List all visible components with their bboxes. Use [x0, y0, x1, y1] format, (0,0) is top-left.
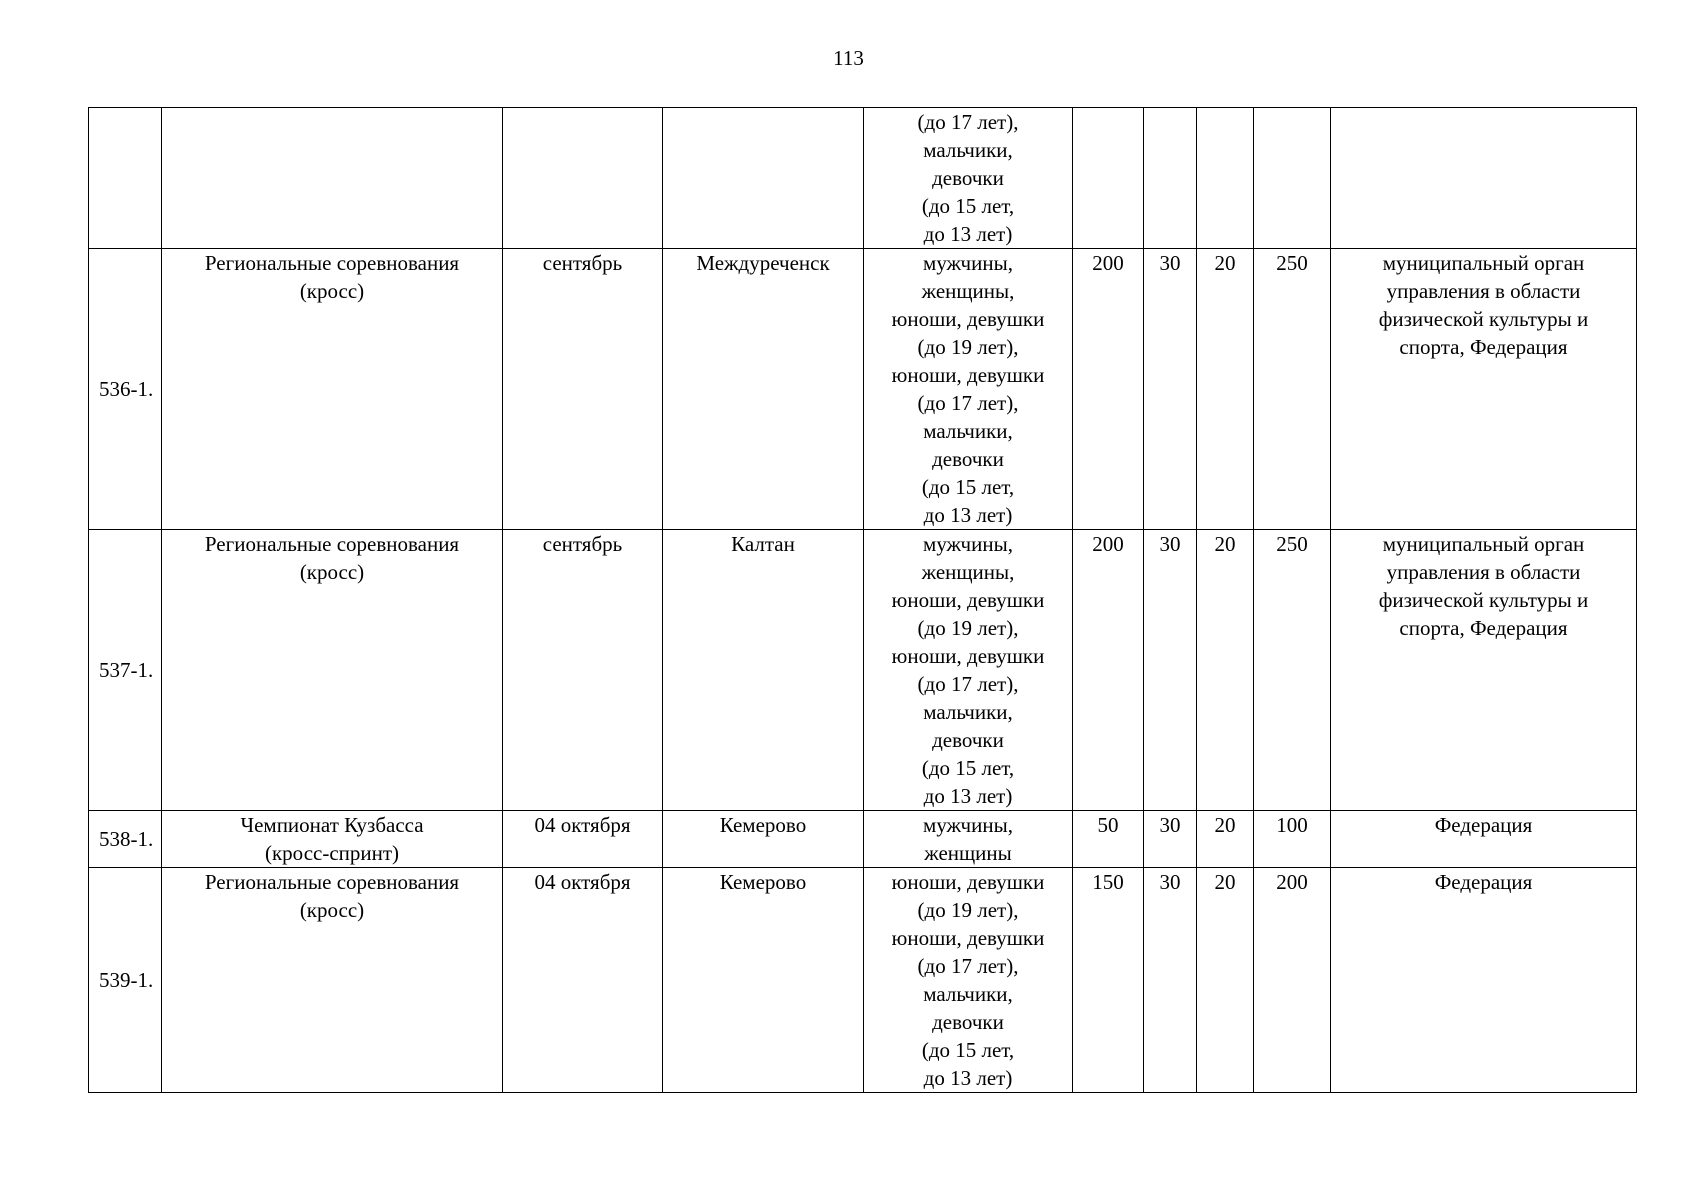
event-date: сентябрь: [503, 530, 663, 811]
judges-count: 20: [1197, 868, 1254, 1093]
judges-count: [1197, 108, 1254, 249]
event-date: [503, 108, 663, 249]
coaches-count: 30: [1144, 530, 1197, 811]
total-count: 200: [1254, 868, 1331, 1093]
athletes-count: 50: [1073, 811, 1144, 868]
row-number: 537-1.: [89, 530, 162, 811]
event-place: Кемерово: [663, 811, 864, 868]
organizer: муниципальный орган управления в области физической культуры и спорта, Федерация: [1331, 530, 1637, 811]
organizer: Федерация: [1331, 868, 1637, 1093]
event-name: Региональные соревнования (кросс): [162, 249, 503, 530]
row-number: 538-1.: [89, 811, 162, 868]
row-number: 536-1.: [89, 249, 162, 530]
athletes-count: 200: [1073, 249, 1144, 530]
judges-count: 20: [1197, 811, 1254, 868]
event-place: [663, 108, 864, 249]
participant-groups: юноши, девушки (до 19 лет), юноши, девушки (до 17 лет), мальчики, девочки (до 15 лет, до 13 лет): [864, 868, 1073, 1093]
total-count: 100: [1254, 811, 1331, 868]
table-row: [89, 811, 1637, 868]
row-number: [89, 108, 162, 249]
event-name: Чемпионат Кузбасса (кросс-спринт): [162, 811, 503, 868]
table-row: [89, 249, 1637, 530]
organizer: муниципальный орган управления в области физической культуры и спорта, Федерация: [1331, 249, 1637, 530]
event-date: 04 октября: [503, 868, 663, 1093]
participant-groups: мужчины, женщины, юноши, девушки (до 19 лет), юноши, девушки (до 17 лет), мальчики, девочки (до 15 лет, до 13 лет): [864, 249, 1073, 530]
table-row: [89, 868, 1637, 1093]
coaches-count: 30: [1144, 249, 1197, 530]
total-count: [1254, 108, 1331, 249]
participant-groups: мужчины, женщины, юноши, девушки (до 19 лет), юноши, девушки (до 17 лет), мальчики, девочки (до 15 лет, до 13 лет): [864, 530, 1073, 811]
coaches-count: [1144, 108, 1197, 249]
participant-groups: мужчины, женщины: [864, 811, 1073, 868]
event-place: Кемерово: [663, 868, 864, 1093]
organizer: [1331, 108, 1637, 249]
event-name: Региональные соревнования (кросс): [162, 530, 503, 811]
judges-count: 20: [1197, 249, 1254, 530]
coaches-count: 30: [1144, 811, 1197, 868]
event-place: Междуреченск: [663, 249, 864, 530]
total-count: 250: [1254, 249, 1331, 530]
table-row: [89, 530, 1637, 811]
table-row: [89, 108, 1637, 249]
page-number: 113: [833, 46, 864, 70]
athletes-count: 150: [1073, 868, 1144, 1093]
athletes-count: [1073, 108, 1144, 249]
athletes-count: 200: [1073, 530, 1144, 811]
row-number: 539-1.: [89, 868, 162, 1093]
event-date: 04 октября: [503, 811, 663, 868]
organizer: Федерация: [1331, 811, 1637, 868]
total-count: 250: [1254, 530, 1331, 811]
event-name: Региональные соревнования (кросс): [162, 868, 503, 1093]
coaches-count: 30: [1144, 868, 1197, 1093]
event-place: Калтан: [663, 530, 864, 811]
event-date: сентябрь: [503, 249, 663, 530]
event-name: [162, 108, 503, 249]
events-table: [88, 107, 1637, 1093]
participant-groups: (до 17 лет), мальчики, девочки (до 15 лет, до 13 лет): [864, 108, 1073, 249]
judges-count: 20: [1197, 530, 1254, 811]
